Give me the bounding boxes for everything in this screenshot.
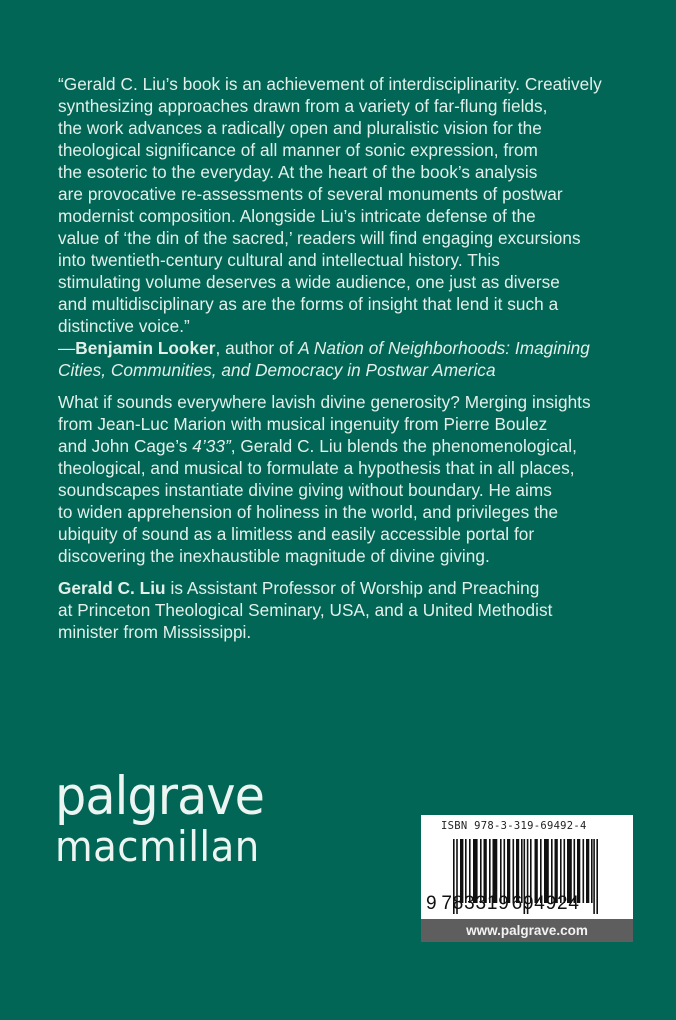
description-line	[58, 435, 658, 457]
publisher-logo	[55, 766, 280, 871]
quote-line: theological significance of all manner of sonic expression, from	[58, 140, 538, 160]
author-bio	[58, 577, 658, 643]
quote-line: the work advances a radically open and pluralistic vision for the	[58, 118, 542, 138]
isbn-label: ISBN 978-3-319-69492-4	[441, 820, 587, 832]
endorser-book-title: A Nation of Neighborhoods: Imagining	[298, 338, 590, 358]
isbn-barcode-panel	[421, 815, 633, 942]
publisher-url: www.palgrave.com	[421, 919, 633, 942]
description-text: , Gerald C. Liu blends the phenomenological,	[230, 436, 577, 456]
description-line: from Jean-Luc Marion with musical ingenuity from Pierre Boulez	[58, 414, 548, 434]
description-line: What if sounds everywhere lavish divine generosity? Merging insights	[58, 392, 591, 412]
barcode-digit-first: 9	[426, 893, 438, 914]
author-name: Gerald C. Liu	[58, 578, 166, 598]
quote-line: modernist composition. Alongside Liu’s intricate defense of the	[58, 206, 536, 226]
work-title: 4’33”	[192, 436, 231, 456]
quote-line: into twentieth-century cultural and intellectual history. This	[58, 250, 500, 270]
quote-line: distinctive voice.”	[58, 316, 190, 336]
quote-line: “Gerald C. Liu’s book is an achievement of interdisciplinarity. Creatively	[58, 74, 602, 94]
description-line: to widen apprehension of holiness in the world, and privileges the	[58, 502, 559, 522]
quote-line: are provocative re-assessments of several monuments of postwar	[58, 184, 563, 204]
endorser-name: Benjamin Looker	[75, 338, 216, 358]
barcode-digits	[426, 893, 580, 915]
back-cover-copy	[58, 73, 658, 643]
quote-line: and multidisciplinary as are the forms of insight that lend it such a	[58, 294, 559, 314]
bio-text: is Assistant Professor of Worship and Preaching	[165, 578, 540, 598]
quote-line: the esoteric to the everyday. At the heart of the book’s analysis	[58, 162, 538, 182]
description-line: theological, and musical to formulate a hypothesis that in all places,	[58, 458, 575, 478]
attribution-connector: , author of	[215, 338, 299, 358]
attribution-dash: —	[58, 338, 76, 358]
description-line: soundscapes instantiate divine giving without boundary. He aims	[58, 480, 552, 500]
bio-line	[58, 577, 658, 599]
description-text: and John Cage’s	[58, 436, 193, 456]
quote-line: synthesizing approaches drawn from a variety of far-flung fields,	[58, 96, 548, 116]
logo-macmillan: macmillan	[55, 822, 260, 871]
endorsement-quote	[58, 73, 658, 381]
description-line: ubiquity of sound as a limitless and easily accessible portal for	[58, 524, 535, 544]
endorsement-attribution	[58, 337, 658, 359]
barcode-digit-group: 783319	[441, 893, 510, 914]
bio-line: minister from Mississippi.	[58, 622, 252, 642]
book-description	[58, 391, 658, 567]
description-line: discovering the inexhaustible magnitude of divine giving.	[58, 546, 490, 566]
logo-palgrave: palgrave	[55, 766, 265, 827]
endorser-book-title-cont: Cities, Communities, and Democracy in Postwar America	[58, 360, 496, 380]
barcode-digit-group: 694924	[511, 893, 580, 914]
quote-line: value of ‘the din of the sacred,’ readers will find engaging excursions	[58, 228, 581, 248]
quote-line: stimulating volume deserves a wide audience, one just as diverse	[58, 272, 560, 292]
bio-line: at Princeton Theological Seminary, USA, and a United Methodist	[58, 600, 553, 620]
